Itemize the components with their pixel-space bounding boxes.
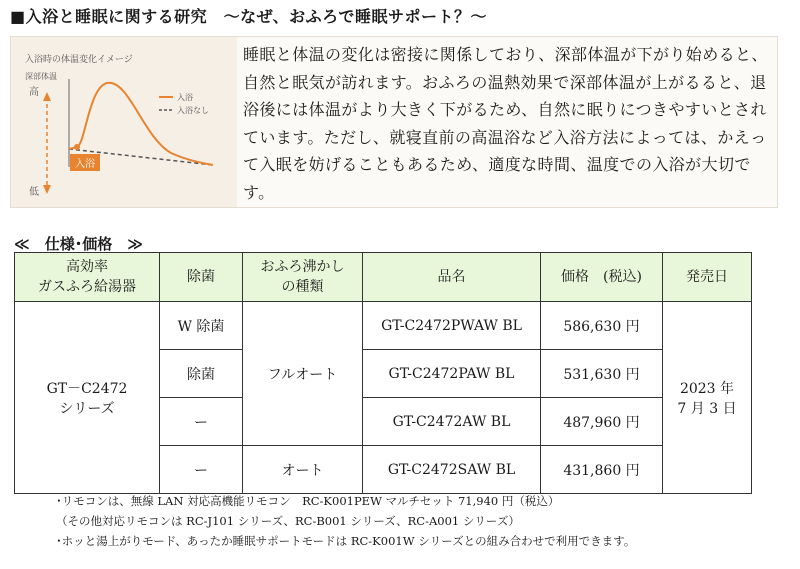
- chart-low-label: 低: [29, 187, 39, 198]
- price-cell: 487,960 円: [541, 398, 663, 446]
- sterilization-cell: ー: [160, 446, 243, 494]
- legend-label-no-bath: 入浴なし: [177, 106, 209, 115]
- sterilization-cell: W 除菌: [160, 302, 243, 350]
- chart-high-label: 高: [29, 87, 39, 98]
- bath-type-cell: オート: [243, 446, 363, 494]
- bath-marker-label: 入浴: [75, 159, 95, 170]
- note-other-remotes: （その他対応リモコンは RC-J101 シリーズ、RC-B001 シリーズ、RC-A001 シリーズ）: [56, 514, 520, 528]
- product-name-cell: GT-C2472SAW BL: [363, 446, 541, 494]
- body-temperature-chart: [11, 37, 237, 207]
- spec-price-table: [14, 252, 752, 494]
- table-header-row: [15, 253, 752, 302]
- intro-box: [10, 36, 778, 208]
- series-name-cell: GT－C2472 シリーズ: [15, 302, 160, 494]
- notes: [56, 491, 635, 551]
- price-cell: 431,860 円: [541, 446, 663, 494]
- chart-svg: [11, 37, 237, 207]
- header-bath-type: おふろ沸かし の種類: [243, 253, 363, 302]
- header-model: 高効率 ガスふろ給湯器: [15, 253, 160, 302]
- spec-heading: ≪ 仕様･価格 ≫: [14, 235, 143, 253]
- chart-title: 入浴時の体温変化イメージ: [25, 55, 133, 65]
- note-remote: ･リモコンは、無線 LAN 対応高機能リモコン RC-K001PEW マルチセット 71,940 円（税込）: [56, 494, 560, 508]
- intro-paragraph: 睡眠と体温の変化は密接に関係しており、深部体温が下がり始めると、自然と眠気が訪れます。おふろの温熱効果で深部体温が上がるると、退浴後には体温がより大きく下がるため、自然に眠りにつきやすいとされています。ただし、就寝直前の高温浴など入浴方法によっては、かえって入眠を妨げることもあるため、適度な時間、温度での入浴が大切です。: [243, 45, 768, 202]
- legend-label-bath: 入浴: [177, 93, 193, 102]
- bath-type-cell: フルオート: [243, 302, 363, 446]
- header-release-date: 発売日: [663, 253, 752, 302]
- header-sterilization: 除菌: [160, 253, 243, 302]
- sterilization-cell: ー: [160, 398, 243, 446]
- table-row: [15, 302, 752, 350]
- product-name-cell: GT-C2472PWAW BL: [363, 302, 541, 350]
- header-product-name: 品名: [363, 253, 541, 302]
- note-modes: ･ホッと湯上がりモード、あったか睡眠サポートモードは RC-K001W シリーズとの組み合わせで利用できます。: [56, 534, 636, 548]
- section-title: ■入浴と睡眠に関する研究 ～なぜ、おふろで睡眠サポート？～: [10, 7, 487, 26]
- product-name-cell: GT-C2472PAW BL: [363, 350, 541, 398]
- sterilization-cell: 除菌: [160, 350, 243, 398]
- header-price: 価格 (税込): [541, 253, 663, 302]
- y-axis-arrowhead-down: [43, 185, 51, 194]
- chart-ylabel: 深部体温: [25, 72, 57, 81]
- y-axis-arrowhead-up: [43, 92, 51, 101]
- bath-start-point: [74, 144, 80, 150]
- price-cell: 531,630 円: [541, 350, 663, 398]
- product-name-cell: GT-C2472AW BL: [363, 398, 541, 446]
- price-cell: 586,630 円: [541, 302, 663, 350]
- release-date-cell: 2023 年 7 月 3 日: [663, 302, 752, 494]
